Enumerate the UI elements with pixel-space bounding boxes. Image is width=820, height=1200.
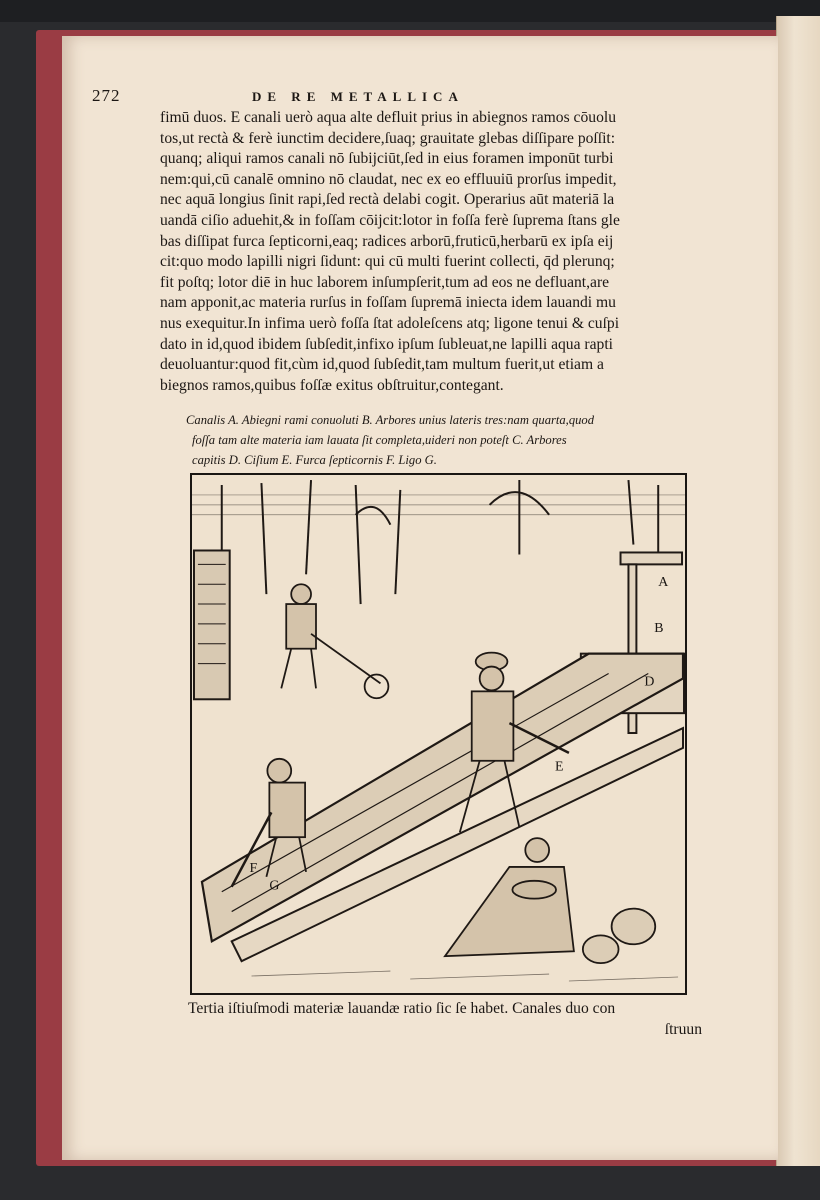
- wheelbarrow-worker: [281, 584, 388, 698]
- background-hatching: [192, 495, 685, 515]
- catchword: ſtruun: [664, 1021, 702, 1038]
- figure-label-b: B: [654, 620, 664, 636]
- body-text: [160, 108, 708, 396]
- text-line: quanq; aliqui ramos canali nō ſubijciūt,ſed in eius foramen imponūt turbi: [160, 150, 614, 168]
- text-line: nem:qui,cū canalē omnino nō claudat, nec ex eo effluuiū prorſus impedit,: [160, 170, 617, 188]
- running-title: DE RE METALLICA: [252, 89, 464, 104]
- forest-trees: [222, 480, 658, 604]
- text-line: fimū duos. E canali uerò aqua alte defluit prius in abiegnos ramos cōuolu: [160, 109, 616, 126]
- text-line: nus exequitur.In infima uerò foſſa ſtat adoleſcens atq; ligone tenui & cuſpi: [160, 314, 620, 332]
- text-line: tos,ut rectà & ferè iunctim decidere,ſuaq; grauitate glebas diſſipare poſſit:: [160, 129, 616, 147]
- page-number: 272: [92, 86, 121, 105]
- figure-label-f: F: [249, 860, 258, 876]
- continuation-text: [188, 998, 708, 1040]
- text-line: nec aquā longius ſinit rapi,ſed rectà delabi cogit. Operarius aūt materiā la: [160, 191, 615, 209]
- text-line: deuoluantur:quod fit,cùm id,quod ſubſedit,tam multum fuerit,ut etiam a: [160, 356, 604, 374]
- text-line: Tertia iſtiuſmodi materiæ lauandæ ratio ſic ſe habet. Canales duo con: [188, 1000, 616, 1017]
- text-line: cit:quo modo lapilli nigri ſidunt: qui cū multi fuerint collecti, q̄d plerunq;: [160, 253, 615, 271]
- text-line: fit poſtq; lotor diē in huc laborem inſumpſerit,tum ad eos ne defluant,are: [160, 273, 610, 291]
- running-head: [92, 86, 692, 108]
- caption-line: capitis D. Ciſium E. Furca ſepticornis F. Ligo G.: [192, 453, 437, 467]
- text-line: bas diſſipat furca ſepticorni,eaq; radices arborū,fruticū,herbarū ex ipſa eij: [160, 232, 614, 250]
- seated-woman: [445, 838, 574, 956]
- caption-line: foſſa tam alte materia iam lauata ſit completa,uideri non poteſt C. Arbores: [192, 433, 567, 447]
- figure-label-g: G: [269, 878, 280, 894]
- text-line: biegnos ramos,quibus foſſæ exitus obſtruitur,contegant.: [160, 376, 504, 394]
- figure-label-a: A: [658, 575, 669, 591]
- text-line: nam apponit,ac materia rurſus in foſſam ſupremā iniecta idem lauandi mu: [160, 294, 616, 312]
- shed: [194, 550, 230, 699]
- facing-page-edge: [776, 16, 820, 1166]
- ground-hatching: [252, 971, 679, 981]
- figure-label-d: D: [644, 674, 655, 690]
- text-line: dato in id,quod ibidem ſubſedit,infixo ipſum ſubleuat,ne lapilli aqua rapti: [160, 335, 614, 353]
- woodcut-illustration: [190, 473, 687, 995]
- caption-line: Canalis A. Abiegni rami conuoluti B. Arbores unius lateris tres:nam quarta,quod: [186, 413, 595, 427]
- figure-caption: [186, 410, 706, 470]
- figure-label-e: E: [555, 759, 564, 775]
- text-line: uandā ciſio aduehit,& in foſſam cōijcit:lotor in foſſa ferè ſuprema ſtans gle: [160, 211, 620, 229]
- top-background-strip: [0, 0, 820, 22]
- clay-pots: [583, 909, 655, 964]
